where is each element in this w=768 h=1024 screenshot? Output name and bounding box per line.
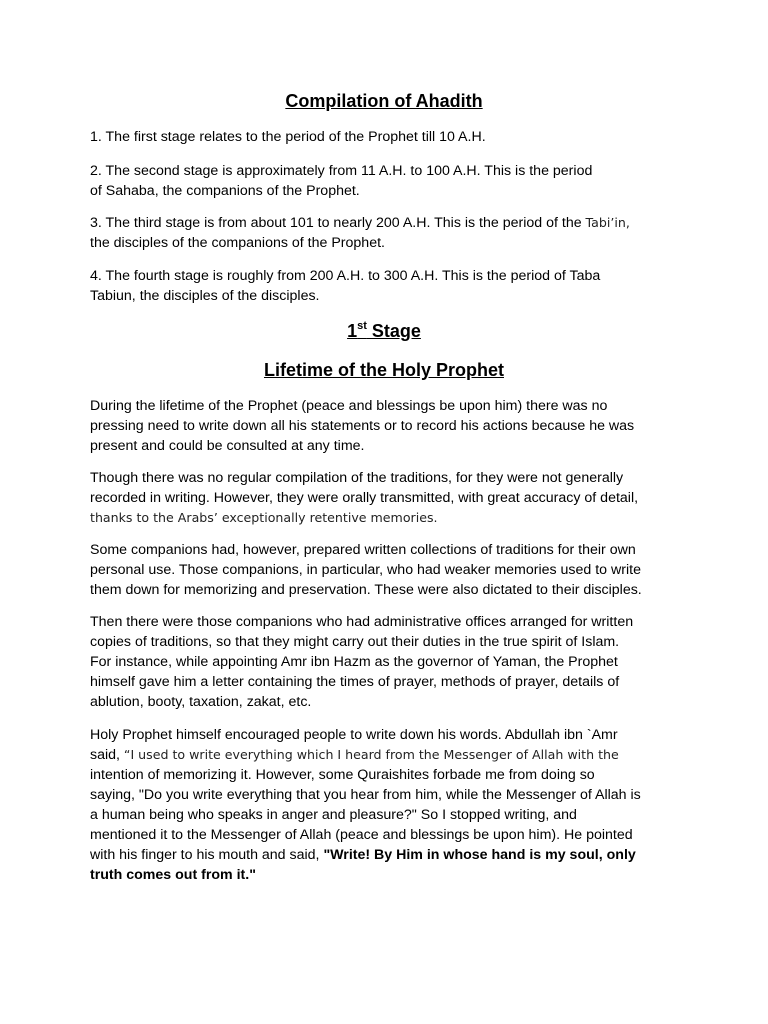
text-line: [90, 845, 682, 865]
text-line: 1. The first stage relates to the period of the Prophet till 10 A.H.: [90, 129, 486, 145]
stage-list-item-2: [90, 161, 682, 201]
text-line: them down for memorizing and preservation. These were also dictated to their disciples.: [90, 582, 642, 598]
text-line: personal use. Those companions, in particular, who had weaker memories used to write: [90, 562, 641, 578]
text-line-bold: truth comes out from it.": [90, 867, 256, 883]
text-run-alt-font: “I used to write everything which I heard from the Messenger of Allah with the: [123, 747, 619, 762]
text-line: the disciples of the companions of the Prophet.: [90, 235, 385, 251]
text-line: Though there was no regular compilation of the traditions, for they were not generally: [90, 470, 624, 486]
stage-list-item-3: [90, 213, 682, 253]
stage-number: 1: [347, 321, 358, 341]
text-line: a human being who speaks in anger and pleasure?" So I stopped writing, and: [90, 807, 577, 823]
paragraph-3: [90, 540, 682, 600]
text-line: 2. The second stage is approximately from 11 A.H. to 100 A.H. This is the period: [90, 163, 593, 179]
text-run-bold: "Write! By Him in whose hand is my soul, only: [323, 847, 636, 863]
section-heading: Lifetime of the Holy Prophet: [263, 360, 504, 380]
stage-ordinal-suffix: st: [357, 320, 367, 332]
text-line: Holy Prophet himself encouraged people to write down his words. Abdullah ibn `Amr: [90, 727, 618, 743]
text-line: himself gave him a letter containing the times of prayer, methods of prayer, details of: [90, 674, 620, 690]
text-line: ablution, booty, taxation, zakat, etc.: [90, 694, 312, 710]
text-line: recorded in writing. However, they were orally transmitted, with great accuracy of detail,: [90, 490, 639, 506]
stage-list-item-1: [90, 127, 682, 147]
text-line: Some companions had, however, prepared written collections of traditions for their own: [90, 542, 636, 558]
text-line: saying, "Do you write everything that you hear from him, while the Messenger of Allah is: [90, 787, 641, 803]
stage-word: Stage: [366, 321, 421, 341]
text-line: For instance, while appointing Amr ibn Hazm as the governor of Yaman, the Prophet: [90, 654, 618, 670]
text-line: 4. The fourth stage is roughly from 200 A.H. to 300 A.H. This is the period of Taba: [90, 268, 601, 284]
text-line: [90, 213, 682, 233]
text-line: pressing need to write down all his statements or to record his actions because he was: [90, 418, 635, 434]
paragraph-2: [90, 468, 682, 528]
stage-heading: [0, 320, 768, 345]
text-line: mentioned it to the Messenger of Allah (peace and blessings be upon him). He pointed: [90, 827, 633, 843]
text-run: said,: [90, 747, 124, 763]
paragraph-1: [90, 396, 682, 456]
paragraph-4: [90, 612, 682, 712]
text-line: copies of traditions, so that they might carry out their duties in the true spirit of Islam.: [90, 634, 620, 650]
text-run-alt-font: Tabi’in,: [585, 215, 630, 230]
text-line: intention of memorizing it. However, some Quraishites forbade me from doing so: [90, 767, 595, 783]
text-line: present and could be consulted at any time.: [90, 438, 365, 454]
stage-list-item-4: [90, 266, 682, 306]
paragraph-5: [90, 725, 682, 885]
text-line: [90, 745, 682, 765]
text-run: 3. The third stage is from about 101 to nearly 200 A.H. This is the period of the: [90, 215, 586, 231]
text-line: Then there were those companions who had administrative offices arranged for written: [90, 614, 634, 630]
text-line: During the lifetime of the Prophet (peace and blessings be upon him) there was no: [90, 398, 608, 414]
text-line: of Sahaba, the companions of the Prophet.: [90, 183, 360, 199]
text-run: with his finger to his mouth and said,: [90, 847, 324, 863]
document-title: Compilation of Ahadith: [285, 91, 483, 111]
text-line: Tabiun, the disciples of the disciples.: [90, 288, 320, 304]
text-line-alt-font: thanks to the Arabs’ exceptionally retentive memories.: [90, 510, 438, 525]
